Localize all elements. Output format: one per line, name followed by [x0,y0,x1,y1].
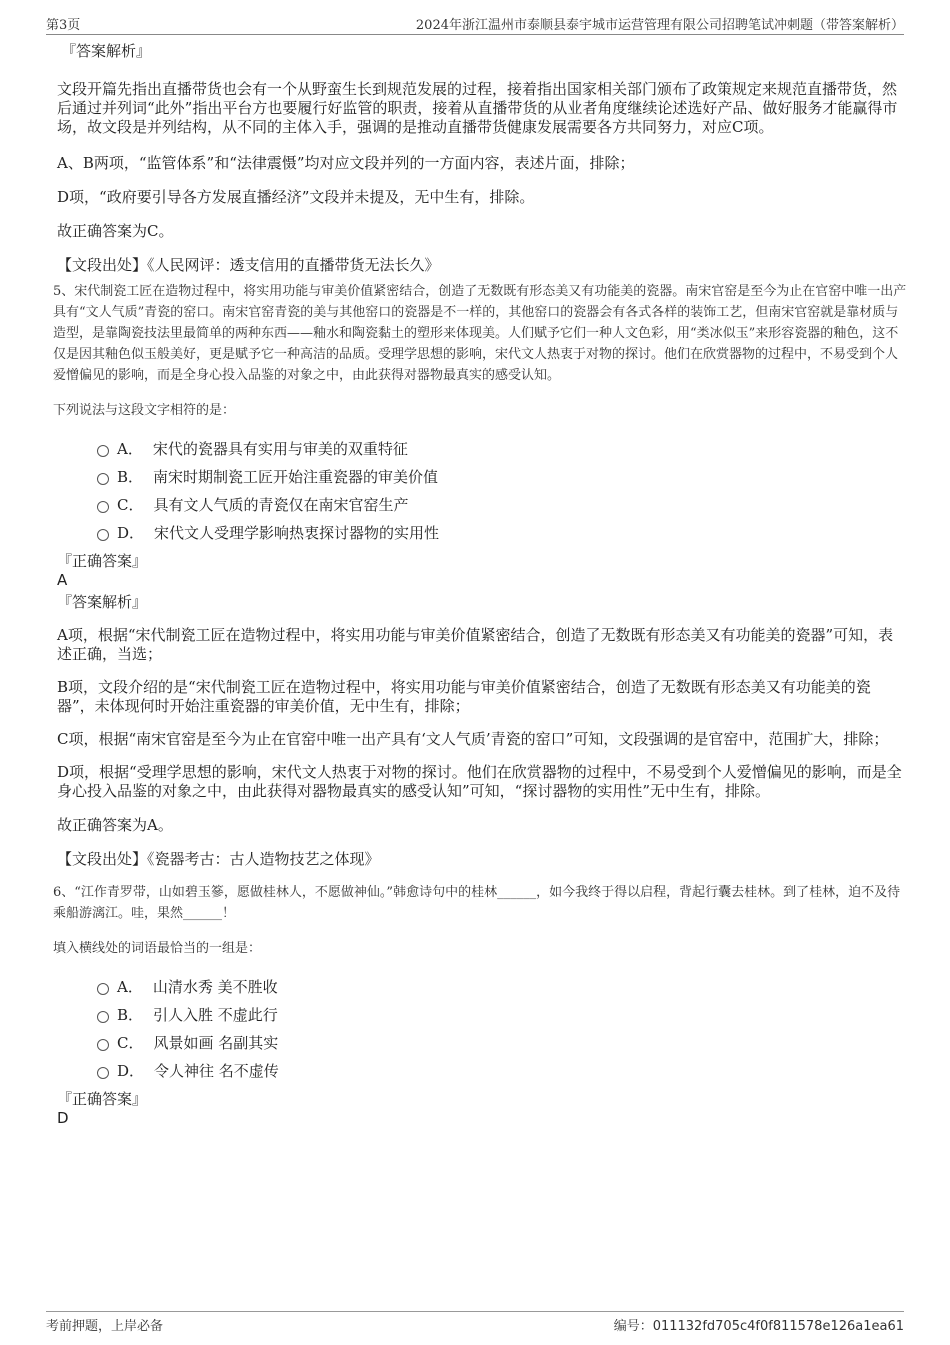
q5-source: 【文段出处】《瓷器考古：古人造物技艺之体现》 [57,850,380,868]
q5-option-b[interactable]: B． 南宋时期制瓷工匠开始注重瓷器的审美价值 [97,462,902,490]
q4-analysis-ab: A、B两项，“监管体系”和“法律震慑”均对应文段并列的一方面内容，表述片面，排除； [57,154,635,172]
document-code [614,1315,904,1334]
q5-stem: 5、宋代制瓷工匠在造物过程中，将实用功能与审美价值紧密结合，创造了无数既有形态美又有功能美的瓷器。南宋官窑是至今为止在官窑中唯一出产具有“文人气质”青瓷的窑口。南宋官窑青瓷的美与其他窑口的瓷器是不一样的，其他窑口的瓷器会有各式各样的装饰工艺，但南宋官窑就是靠材质与造型，是靠陶瓷技法里最简单的两种东西——釉水和陶瓷黏土的塑形来体现美。人们赋予它们一种人文色彩，用“类冰似玉”来形容瓷器的釉色，这不仅是因其釉色似玉般美好，更是赋予它一种高洁的品质。受理学思想的影响，宋代文人热衷于对物的探讨。他们在欣赏器物的过程中，不易受到个人爱憎偏见的影响，而是全身心投入品鉴的对象之中，由此获得对器物最真实的感受认知。 [53,284,907,383]
radio-icon[interactable] [97,1011,109,1023]
radio-icon[interactable] [97,1067,109,1079]
q6-stem: 6、“江作青罗带，山如碧玉篸，愿做桂林人，不愿做神仙。”韩愈诗句中的桂林______，如今我终于得以启程，背起行囊去桂林。到了桂林，迫不及待乘船游漓江。哇，果然______！ [53,885,901,921]
q4-source: 【文段出处】《人民网评：透支信用的直播带货无法长久》 [57,256,440,274]
q5-prompt: 下列说法与这段文字相符的是： [53,403,236,418]
q5-options [97,434,902,546]
page-header [46,14,904,35]
q5-analysis-c: C项，根据“南宋官窑是至今为止在官窑中唯一出产具有‘文人气质’青瓷的窑口”可知，文段强调的是官窑中，范围扩大，排除； [57,730,889,748]
q6-option-c[interactable]: C． 风景如画 名副其实 [97,1028,902,1056]
code-value: 011132fd705c4f0f811578e126a1ea61 [652,1319,904,1334]
radio-icon[interactable] [97,473,109,485]
q4-analysis-paragraph: 文段开篇先指出直播带货也会有一个从野蛮生长到规范发展的过程，接着指出国家相关部门颁布了政策规定来规范直播带货，然后通过并列词“此外”指出平台方也要履行好监管的职责，接着从直播带货的从业者角度继续论述选好产品、做好服务才能赢得市场，故文段是并列结构，从不同的主体入手，强调的是推动直播带货健康发展需要各方共同努力，对应C项。 [57,80,898,136]
page-number: 第3页 [46,18,81,33]
q5-analysis-heading: 『答案解析』 [57,593,148,611]
q6-option-d[interactable]: D． 令人神往 名不虚传 [97,1056,902,1084]
q5-conclusion: 故正确答案为A。 [57,816,173,834]
q5-analysis-a: A项，根据“宋代制瓷工匠在造物过程中，将实用功能与审美价值紧密结合，创造了无数既有形态美又有功能美的瓷器”可知，表述正确，当选； [57,626,894,663]
footer-slogan: 考前押题，上岸必备 [46,1319,164,1334]
q5-analysis-b: B项，文段介绍的是“宋代制瓷工匠在造物过程中，将实用功能与审美价值紧密结合，创造了无数既有形态美又有功能美的瓷器”，未体现何时开始注重瓷器的审美价值，无中生有，排除； [57,678,871,715]
q5-option-d[interactable]: D． 宋代文人受理学影响热衷探讨器物的实用性 [97,518,902,546]
q5-answer: A [57,571,68,589]
q4-analysis-d: D项，“政府要引导各方发展直播经济”文段并未提及，无中生有，排除。 [57,188,535,206]
q4-conclusion: 故正确答案为C。 [57,222,174,240]
q5-option-c[interactable]: C． 具有文人气质的青瓷仅在南宋官窑生产 [97,490,902,518]
q6-option-b[interactable]: B． 引人入胜 不虚此行 [97,1000,902,1028]
q4-analysis-heading: 『答案解析』 [61,42,152,60]
document-title: 2024年浙江温州市泰顺县泰宇城市运营管理有限公司招聘笔试冲刺题（带答案解析） [415,18,904,33]
q6-answer: D [57,1109,69,1127]
q5-answer-heading: 『正确答案』 [57,552,148,570]
radio-icon[interactable] [97,501,109,513]
radio-icon[interactable] [97,983,109,995]
q6-options [97,972,902,1084]
q6-answer-heading: 『正确答案』 [57,1090,148,1108]
q6-option-a[interactable]: A． 山清水秀 美不胜收 [97,972,902,1000]
radio-icon[interactable] [97,529,109,541]
q5-option-a[interactable]: A． 宋代的瓷器具有实用与审美的双重特征 [97,434,902,462]
document-body [53,42,907,1128]
radio-icon[interactable] [97,445,109,457]
code-label: 编号： [613,1319,653,1334]
q5-analysis-d: D项，根据“受理学思想的影响，宋代文人热衷于对物的探讨。他们在欣赏器物的过程中，不易受到个人爱憎偏见的影响，而是全身心投入品鉴的对象之中，由此获得对器物最真实的感受认知”可知，“探讨器物的实用性”无中生有，排除。 [57,763,902,800]
radio-icon[interactable] [97,1039,109,1051]
q6-prompt: 填入横线处的词语最恰当的一组是： [53,941,262,956]
page-footer [46,1311,904,1335]
